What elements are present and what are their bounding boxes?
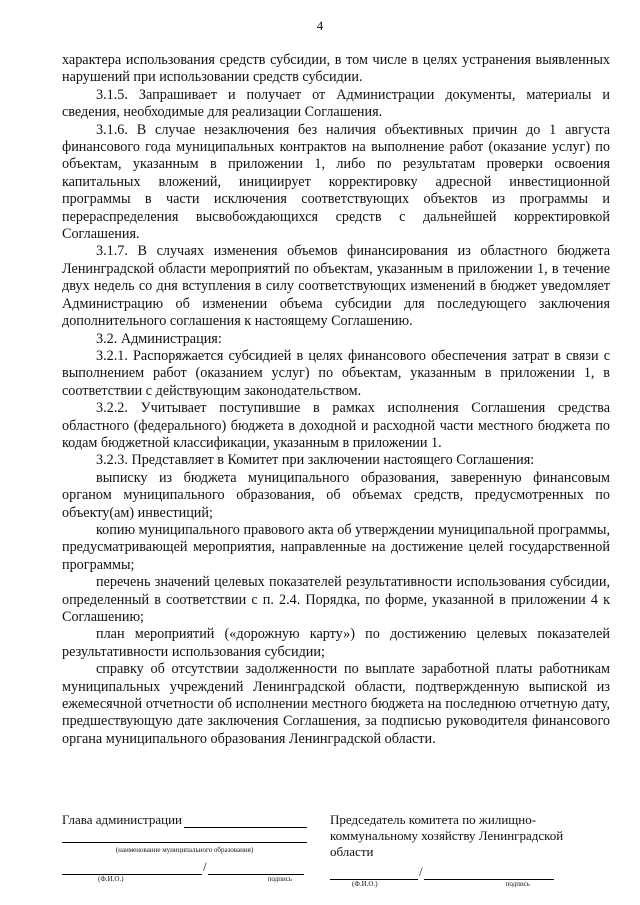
sign-line: [208, 860, 304, 875]
chairman-title: Председатель комитета по жилищно-коммунальному хозяйству Ленинградской области: [330, 812, 564, 859]
name-sign-captions: [330, 880, 570, 889]
paragraph: 3.1.6. В случае незаключения без наличия объективных причин до 1 августа финансового года муниципальных контрактов на выполнение работ (оказание услуг) по объектам, указанным в приложении 1, либо по результатам проверки освоения капитальных вложений, инициирует корректировку адресной инвестиционной программы в части исключения соответствующих объектов из программы и перераспределения высвобождающихся средств с дальнейшей корректировкой Соглашения.: [62, 121, 610, 243]
signature-block-left: [62, 812, 307, 884]
paragraph: 3.2.3. Представляет в Комитет при заключении настоящего Соглашения:: [96, 452, 535, 469]
sign-line: [424, 865, 554, 880]
paragraph: 3.2.2. Учитывает поступившие в рамках исполнения Соглашения средства областного (федерального) бюджета в доходной и расходной части местного бюджета по кодам бюджетной классификации, указанным в приложении 1.: [62, 400, 610, 451]
sign-caption: подпись: [505, 880, 530, 888]
name-caption: (Ф.И.О.): [352, 880, 378, 888]
name-caption: (Ф.И.О.): [98, 875, 124, 883]
paragraph: справку об отсутствии задолженности по выплате заработной платы работникам муниципальных учреждений Ленинградской области, подтвержденную выпиской из ежемесячной отчетности об исполнении местного бюджета на последнюю отчетную дату, предшествующую дате заключения Соглашения, за подписью руководителя финансового органа муниципального образования Ленинградской области.: [62, 661, 610, 747]
head-title: Глава администрации: [62, 812, 183, 827]
paragraph: 3.1.7. В случаях изменения объемов финансирования из областного бюджета Ленинградской области мероприятий по объектам, указанным в приложении 1, в течение двух недель со дня вступления в силу соответствующих изменений в бюджет уведомляет Администрацию об изменении объема субсидии для последующего заключения дополнительного соглашения к настоящему Соглашению.: [62, 243, 610, 330]
paragraph: 3.2. Администрация:: [96, 330, 222, 347]
paragraph: выписку из бюджета муниципального образования, заверенную финансовым органом муниципального образования, об объемах средств, предусмотренных по объекту(ам) инвестиций;: [62, 469, 610, 521]
paragraph: 3.1.5. Запрашивает и получает от Администрации документы, материалы и сведения, необходимые для реализации Соглашения.: [62, 86, 610, 121]
sign-caption: подпись: [267, 875, 292, 883]
head-title-row: [62, 812, 307, 828]
municipality-caption: (наименование муниципального образования): [115, 846, 254, 854]
signature-line: [184, 813, 307, 828]
name-sign-captions: [62, 875, 307, 884]
page-number: 4: [316, 18, 324, 33]
signature-block-right: [330, 812, 570, 889]
paragraph: копию муниципального правового акта об утверждении муниципальной программы, предусматривающей мероприятия, направленные на достижение целей государственной программы;: [62, 521, 610, 573]
paragraph: 3.2.1. Распоряжается субсидией в целях финансового обеспечения затрат в связи с выполнением работ (оказанием услуг) по объектам, указанным в приложении 1, в соответствии с действующим законодательством.: [62, 347, 610, 399]
name-line: [330, 865, 418, 880]
name-line: [62, 860, 202, 875]
municipality-line: [62, 830, 307, 843]
paragraph: план мероприятий («дорожную карту») по достижению целевых показателей результативности использования субсидии;: [62, 626, 610, 660]
document-body: [62, 52, 610, 748]
paragraph: характера использования средств субсидии, в том числе в целях устранения выявленных нарушений при использовании средств субсидии.: [62, 52, 610, 86]
name-sign-row: /: [62, 859, 307, 875]
paragraph: перечень значений целевых показателей результативности использования субсидии, определенный в соответствии с п. 2.4. Порядка, по форме, указанной в приложении 4 к Соглашению;: [62, 574, 610, 625]
name-sign-row: /: [330, 864, 570, 880]
